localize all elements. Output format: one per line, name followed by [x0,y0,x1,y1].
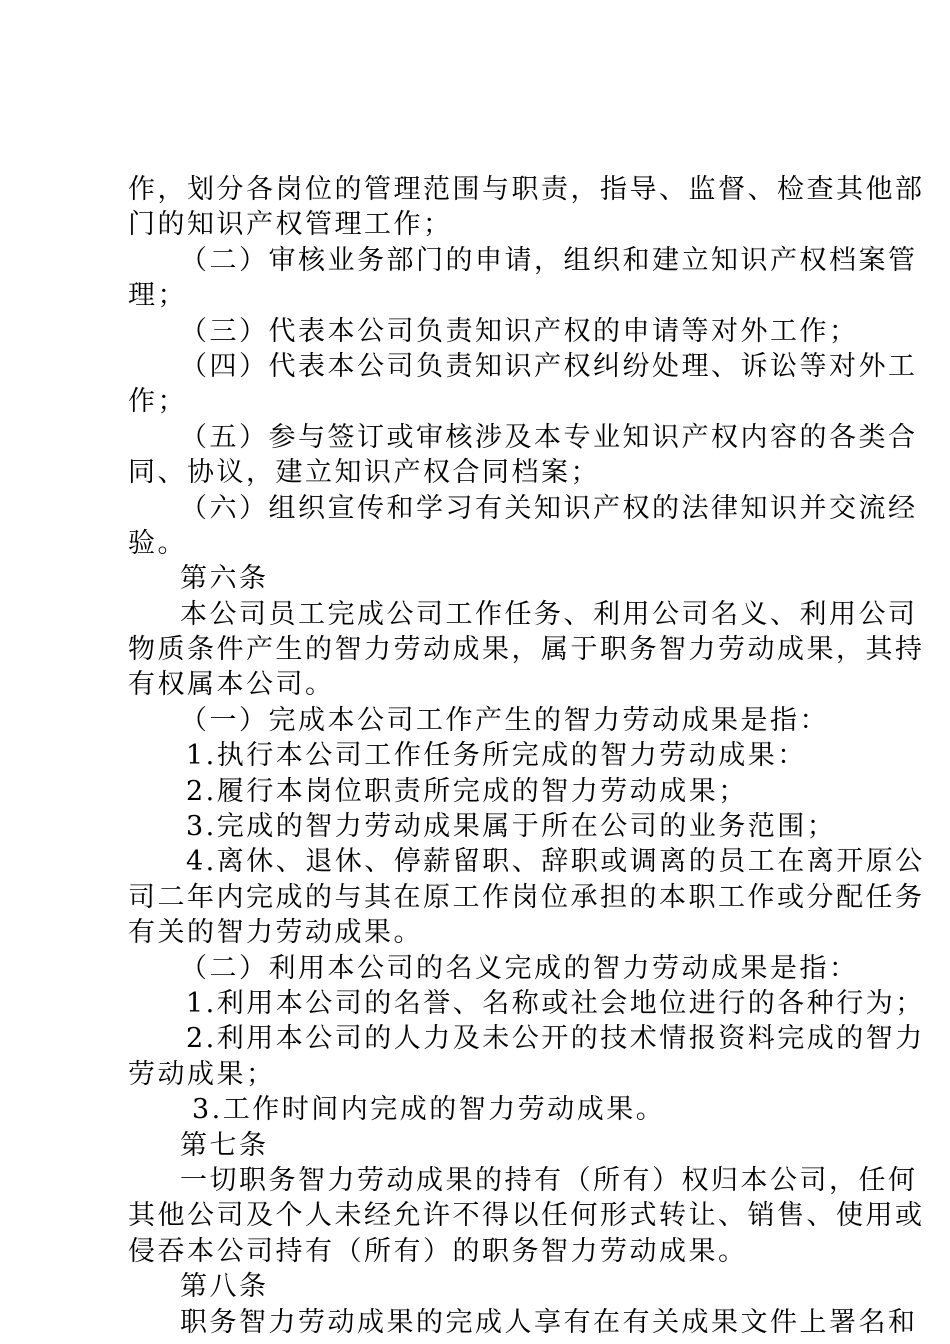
article-heading: 第六条 [180,563,269,595]
clause-line: （六）组织宣传和学习有关知识产权的法律知识并交流经 [180,492,918,524]
body-line: 其他公司及个人未经允许不得以任何形式转让、销售、使用或 [128,1200,925,1232]
body-line: 同、协议，建立知识产权合同档案； [128,457,600,489]
paragraph-line: 本公司员工完成公司工作任务、利用公司名义、利用公司 [180,598,918,630]
body-line: 有关的智力劳动成果。 [128,917,423,949]
list-item-line: 2.履行本岗位职责所完成的智力劳动成果； [186,775,748,807]
clause-line: （三）代表本公司负责知识产权的申请等对外工作； [180,315,859,347]
list-item-line: 3.完成的智力劳动成果属于所在公司的业务范围； [186,811,837,843]
list-item-line: 3.工作时间内完成的智力劳动成果。 [192,1094,666,1126]
paragraph-line: 职务智力劳动成果的完成人享有在有关成果文件上署名和 [180,1306,918,1338]
body-line: 劳动成果； [128,1058,276,1090]
body-line: 门的知识产权管理工作； [128,209,453,241]
body-line: 司二年内完成的与其在原工作岗位承担的本职工作或分配任务 [128,881,925,913]
clause-line: （五）参与签订或审核涉及本专业知识产权内容的各类合 [180,421,918,453]
paragraph-line: 一切职务智力劳动成果的持有（所有）权归本公司，任何 [180,1164,918,1196]
body-line: 物质条件产生的智力劳动成果，属于职务智力劳动成果，其持 [128,634,925,666]
article-heading: 第八条 [180,1271,269,1303]
body-line: 作； [128,386,187,418]
clause-line: （二）审核业务部门的申请，组织和建立知识产权档案管 [180,244,918,276]
list-item-line: 4.离休、退休、停薪留职、辞职或调离的员工在离开原公 [186,846,925,878]
body-line: 验。 [128,527,187,559]
list-item-line: 1.利用本公司的名誉、名称或社会地位进行的各种行为； [186,987,925,1019]
body-line: 理； [128,280,187,312]
body-line: 侵吞本公司持有（所有）的职务智力劳动成果。 [128,1235,748,1267]
list-item-line: 1.执行本公司工作任务所完成的智力劳动成果： [186,740,807,772]
clause-line: （一）完成本公司工作产生的智力劳动成果是指： [180,704,829,736]
list-item-line: 2.利用本公司的人力及未公开的技术情报资料完成的智力 [186,1023,925,1055]
document-body [128,172,925,1340]
article-heading: 第七条 [180,1129,269,1161]
clause-line: （二）利用本公司的名义完成的智力劳动成果是指： [180,952,859,984]
clause-line: （四）代表本公司负责知识产权纠纷处理、诉讼等对外工 [180,350,918,382]
body-line: 有权属本公司。 [128,669,335,701]
body-line: 作，划分各岗位的管理范围与职责，指导、监督、检查其他部 [128,174,925,205]
